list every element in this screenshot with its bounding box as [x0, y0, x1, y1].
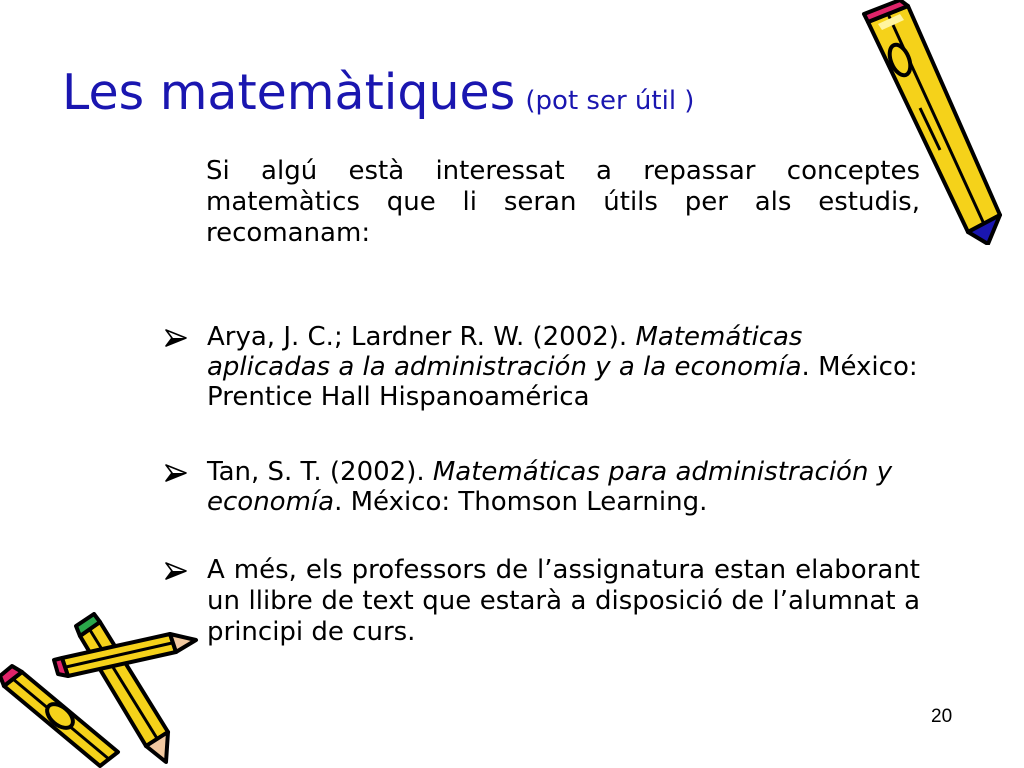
- reference-authors: Arya, J. C.; Lardner R. W. (2002).: [207, 322, 628, 352]
- slide-title: [62, 64, 695, 121]
- list-item: [165, 322, 920, 412]
- title-main: Les matemàtiques: [62, 64, 516, 121]
- list-item: [165, 555, 920, 648]
- reference-authors: Tan, S. T. (2002).: [207, 457, 425, 487]
- title-subtitle: (pot ser útil ): [525, 86, 695, 116]
- page-number: 20: [931, 706, 953, 727]
- reference-book-title: Matemáticas aplicadas a la administración y a la economía: [207, 322, 803, 382]
- list-item: [165, 457, 920, 517]
- arrow-bullet-icon: [165, 562, 187, 580]
- bullet-text: A més, els professors de l’assignatura estan elaborant un llibre de text que estarà a disposició de l’alumnat a principi de curs.: [207, 555, 920, 647]
- arrow-bullet-icon: [165, 329, 187, 347]
- arrow-bullet-icon: [165, 464, 187, 482]
- reference-publisher: . México: Thomson Learning.: [334, 487, 708, 517]
- reference-book-title: Matemáticas para administración y economía: [207, 457, 893, 517]
- reference-list: [165, 322, 920, 648]
- intro-paragraph: Si algú està interessat a repassar conceptes matemàtics que li seran útils per als estudis, recomanam:: [206, 156, 920, 248]
- reference-publisher: . México: Prentice Hall Hispanoamérica: [207, 352, 918, 412]
